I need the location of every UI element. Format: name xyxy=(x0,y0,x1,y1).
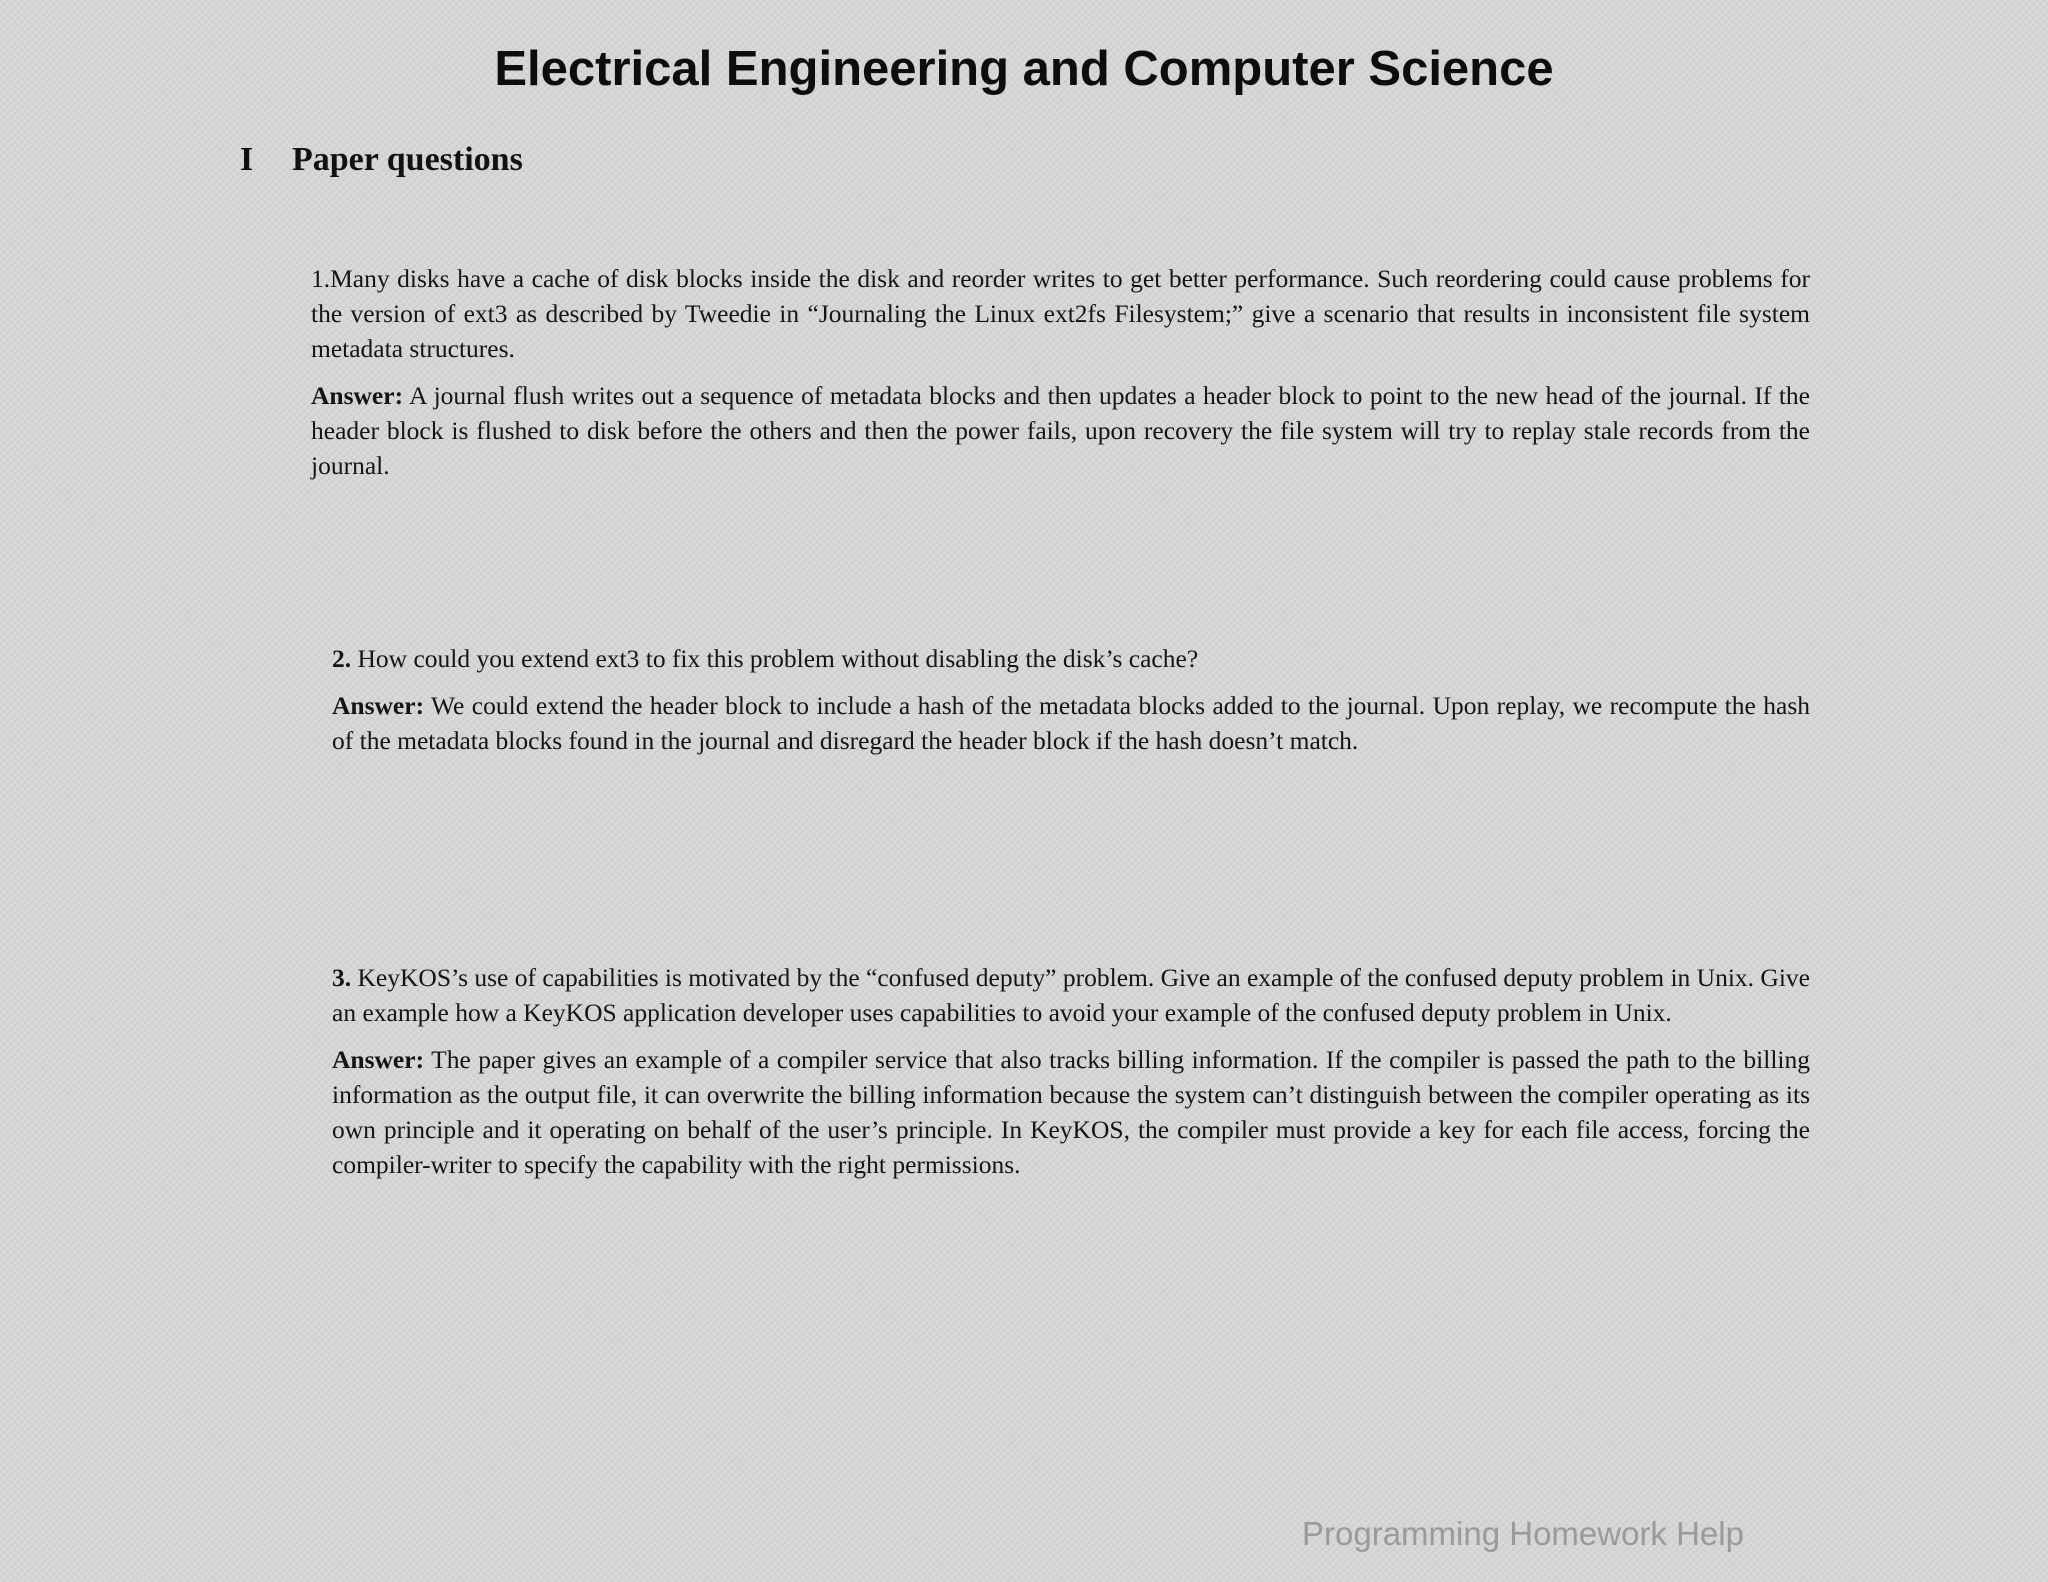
question-2 xyxy=(332,641,1810,676)
page-title: Electrical Engineering and Computer Science xyxy=(494,42,1554,96)
question-1-number: 1. xyxy=(311,264,331,293)
answer-3 xyxy=(332,1042,1810,1182)
answer-1-label: Answer: xyxy=(311,381,404,410)
question-block-2 xyxy=(332,641,1810,770)
question-1 xyxy=(311,261,1810,366)
section-heading xyxy=(240,138,523,182)
question-2-number: 2. xyxy=(332,644,352,673)
section-number: I xyxy=(240,141,254,178)
answer-1-text: A journal flush writes out a sequence of metadata blocks and then updates a header block to point to the new head of the journal. If the header block is flushed to disk before the others and then the power fails, upon recovery the file system will try to replay stale records from the journal. xyxy=(311,381,1810,480)
answer-2-text: We could extend the header block to include a hash of the metadata blocks added to the journal. Upon replay, we recompute the hash of the metadata blocks found in the journal and disregard the header block if the hash doesn’t match. xyxy=(332,691,1810,755)
question-3 xyxy=(332,960,1810,1030)
question-3-number: 3. xyxy=(332,963,352,992)
question-block-1 xyxy=(311,261,1810,495)
answer-2 xyxy=(332,688,1810,758)
section-title: Paper questions xyxy=(292,141,523,178)
question-1-text: Many disks have a cache of disk blocks inside the disk and reorder writes to get better performance. Such reordering could cause problems for the version of ext3 as described by Tweedie in “Journaling the Linux ext2fs Filesystem;” give a scenario that results in inconsistent file system metadata structures. xyxy=(311,264,1810,363)
answer-3-label: Answer: xyxy=(332,1045,425,1074)
watermark-text: Programming Homework Help xyxy=(1302,1515,1744,1552)
question-2-text: How could you extend ext3 to fix this problem without disabling the disk’s cache? xyxy=(351,644,1199,673)
answer-2-label: Answer: xyxy=(332,691,425,720)
answer-3-text: The paper gives an example of a compiler service that also tracks billing information. If the compiler is passed the path to the billing information as the output file, it can overwrite the billing information because the system can’t distinguish between the compiler operating as its own principle and it operating on behalf of the user’s principle. In KeyKOS, the compiler must provide a key for each file access, forcing the compiler-writer to specify the capability with the right permissions. xyxy=(332,1045,1810,1179)
question-block-3 xyxy=(332,960,1810,1194)
answer-1 xyxy=(311,378,1810,483)
question-3-text: KeyKOS’s use of capabilities is motivated by the “confused deputy” problem. Give an example of the confused deputy problem in Unix. Give an example how a KeyKOS application developer uses capabilities to avoid your example of the confused deputy problem in Unix. xyxy=(332,963,1810,1027)
